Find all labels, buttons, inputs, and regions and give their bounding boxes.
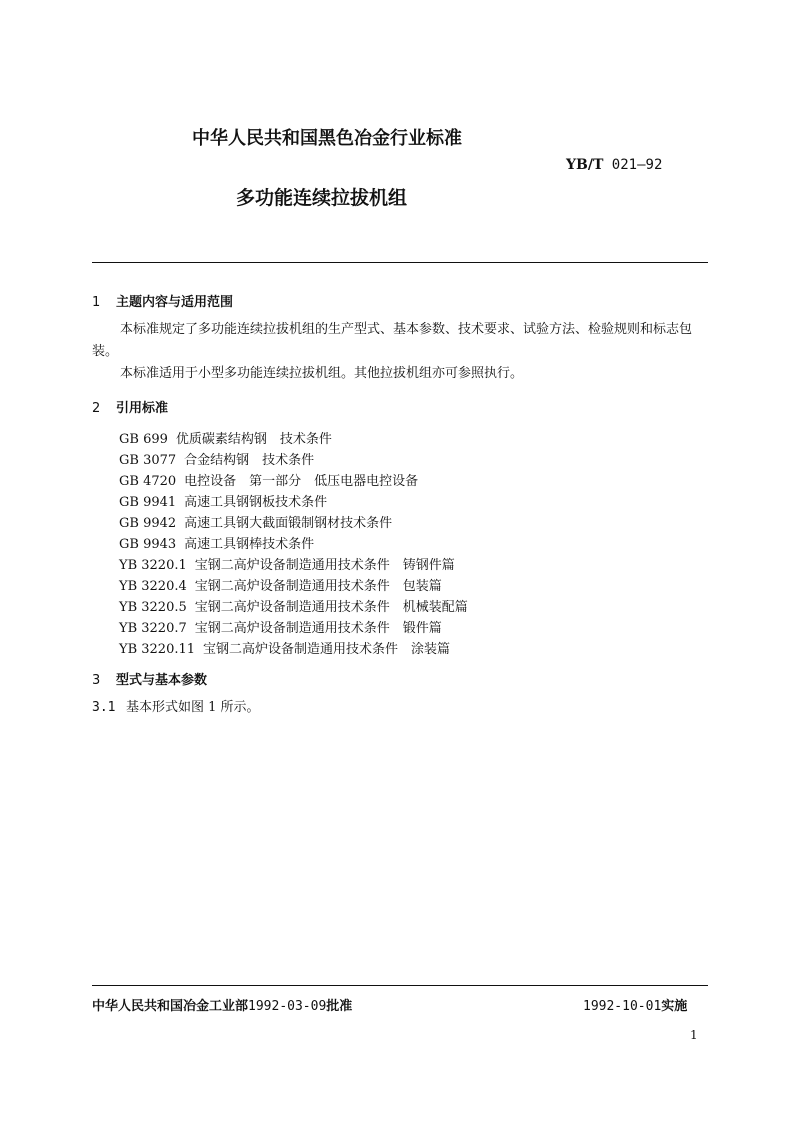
implementation-suffix: 实施	[661, 999, 688, 1014]
reference-code: GB 9941	[119, 495, 177, 510]
header-divider	[92, 262, 708, 263]
reference-item	[119, 449, 314, 468]
reference-name: 宝钢二高炉设备制造通用技术条件 包装篇	[194, 579, 442, 594]
reference-item	[119, 428, 332, 447]
reference-name: 宝钢二高炉设备制造通用技术条件 铸钢件篇	[194, 558, 455, 573]
section-title: 引用标准	[116, 401, 169, 416]
implementation-line	[583, 995, 687, 1014]
reference-item	[119, 617, 442, 636]
reference-code: YB 3220.4	[119, 579, 187, 594]
reference-name: 优质碳素结构钢 技术条件	[175, 432, 332, 447]
subsection-3-1	[92, 697, 260, 719]
section-title: 主题内容与适用范围	[116, 295, 234, 310]
reference-code: GB 9943	[119, 537, 177, 552]
reference-name: 宝钢二高炉设备制造通用技术条件 涂装篇	[203, 642, 451, 657]
reference-code: YB 3220.11	[119, 642, 196, 657]
section-1-paragraph-2: 本标准适用于小型多功能连续拉拔机组。其他拉拔机组亦可参照执行。	[120, 366, 524, 381]
reference-code: GB 4720	[119, 474, 177, 489]
reference-name: 高速工具钢棒技术条件	[184, 537, 315, 552]
section-title: 型式与基本参数	[116, 673, 208, 688]
reference-item	[119, 533, 314, 552]
reference-item	[119, 575, 442, 594]
section-3-heading	[92, 669, 207, 688]
reference-item	[119, 512, 392, 531]
reference-name: 宝钢二高炉设备制造通用技术条件 机械装配篇	[194, 600, 468, 615]
reference-name: 电控设备 第一部分 低压电器电控设备	[184, 474, 419, 489]
issuing-organization-title: 中华人民共和国黑色冶金行业标准	[192, 128, 462, 149]
section-1-heading	[92, 291, 233, 310]
section-2-heading	[92, 397, 168, 416]
standard-code	[566, 157, 662, 173]
reference-name: 高速工具钢大截面锻制钢材技术条件	[184, 516, 393, 531]
section-1-paragraph-1: 本标准规定了多功能连续拉拔机组的生产型式、基本参数、技术要求、试验方法、检验规则和标志包装。	[92, 322, 693, 359]
reference-code: GB 699	[119, 432, 168, 447]
subsection-text: 基本形式如图 1 所示。	[126, 700, 260, 715]
document-title: 多功能连续拉拔机组	[236, 187, 408, 209]
subsection-number: 3.1	[92, 700, 116, 715]
reference-item	[119, 638, 450, 657]
section-number: 1	[92, 295, 101, 310]
implementation-date: 1992-10-01	[583, 999, 662, 1014]
approval-date: 1992-03-09	[248, 999, 327, 1014]
approval-suffix: 批准	[326, 999, 353, 1014]
reference-code: GB 9942	[119, 516, 177, 531]
reference-code: YB 3220.7	[119, 621, 187, 636]
reference-code: GB 3077	[119, 453, 177, 468]
reference-item	[119, 470, 418, 489]
reference-code: YB 3220.5	[119, 600, 187, 615]
reference-name: 合金结构钢 技术条件	[184, 453, 315, 468]
standard-code-prefix: YB/T	[566, 157, 604, 173]
reference-item	[119, 491, 327, 510]
reference-item	[119, 596, 468, 615]
footer-divider	[92, 985, 708, 986]
approval-line	[92, 995, 352, 1014]
reference-code: YB 3220.1	[119, 558, 187, 573]
reference-name: 高速工具钢钢板技术条件	[184, 495, 328, 510]
page-number: 1	[690, 1028, 698, 1042]
section-number: 2	[92, 401, 101, 416]
reference-item	[119, 554, 455, 573]
approval-organization: 中华人民共和国冶金工业部	[92, 999, 249, 1014]
standard-code-number: 021—92	[611, 157, 663, 173]
reference-name: 宝钢二高炉设备制造通用技术条件 锻件篇	[194, 621, 442, 636]
section-number: 3	[92, 673, 101, 688]
